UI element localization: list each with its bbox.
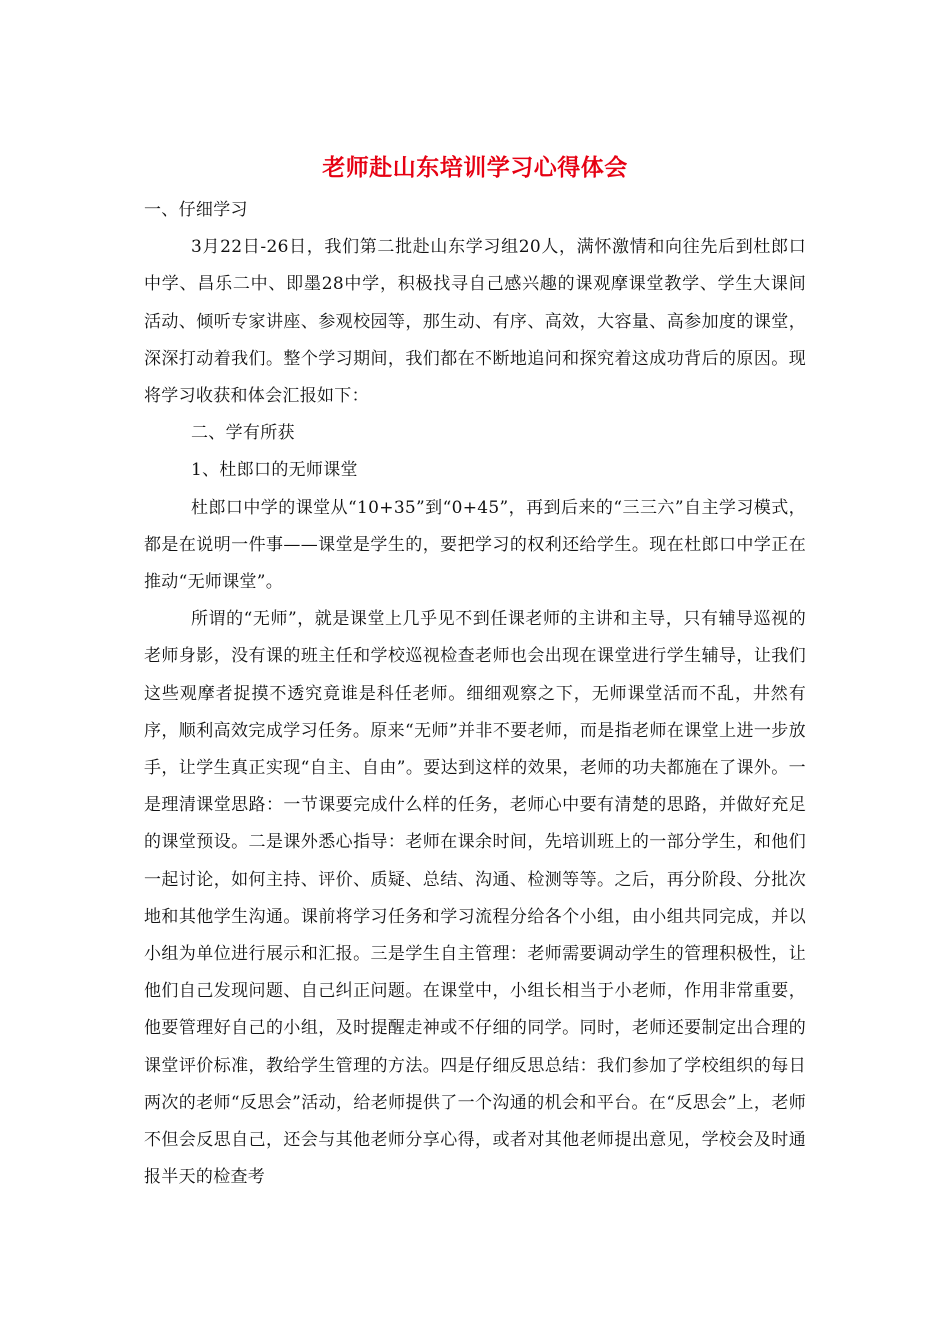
paragraph-no-teacher-class: 所谓的“无师”，就是课堂上几乎见不到任课老师的主讲和主导，只有辅导巡视的老师身影，没有课的班主任和学校巡视检查老师也会出现在课堂进行学生辅导，让我们这些观摩者捉摸不透究竟谁是科任老师。细细观察之下，无师课堂活而不乱，井然有序，顺利高效完成学习任务。原来“无师”并非不要老师，而是指老师在课堂上进一步放手，让学生真正实现“自主、自由”。要达到这样的效果，老师的功夫都施在了课外。一是理清课堂思路：一节课要完成什么样的任务，老师心中要有清楚的思路，并做好充足的课堂预设。二是课外悉心指导：老师在课余时间，先培训班上的一部分学生，和他们一起讨论，如何主持、评价、质疑、总结、沟通、检测等等。之后，再分阶段、分批次地和其他学生沟通。课前将学习任务和学习流程分给各个小组，由小组共同完成，并以小组为单位进行展示和汇报。三是学生自主管理：老师需要调动学生的管理积极性，让他们自己发现问题、自己纠正问题。在课堂中，小组长相当于小老师，作用非常重要，他要管理好自己的小组，及时提醒走神或不仔细的同学。同时，老师还要制定出合理的课堂评价标准，教给学生管理的方法。四是仔细反思总结：我们参加了学校组织的每日两次的老师“反思会”活动，给老师提供了一个沟通的机会和平台。在“反思会”上，老师不但会反思自己，还会与其他老师分享心得，或者对其他老师提出意见，学校会及时通报半天的检查考 xyxy=(144,609,806,1188)
document-body xyxy=(144,192,806,1196)
subsection-heading-1: 1、杜郎口的无师课堂 xyxy=(191,460,358,481)
paragraph-duolangkou: 杜郎口中学的课堂从“10+35”到“0+45”，再到后来的“三三六”自主学习模式，都是在说明一件事——课堂是学生的，要把学习的权利还给学生。现在杜郎口中学正在推动“无师课堂”。 xyxy=(144,497,806,593)
document-title: 老师赴山东培训学习心得体会 xyxy=(322,154,628,181)
section-heading-2: 二、学有所获 xyxy=(191,423,295,444)
section-heading-1: 一、仔细学习 xyxy=(144,200,248,220)
paragraph-intro: 3月22日-26日，我们第二批赴山东学习组20人，满怀激情和向往先后到杜郎口中学、昌乐二中、即墨28中学，积极找寻自己感兴趣的课观摩课堂教学、学生大课间活动、倾听专家讲座、参观校园等，那生动、有序、高效，大容量、高参加度的课堂，深深打动着我们。整个学习期间，我们都在不断地追问和探究着这成功背后的原因。现将学习收获和体会汇报如下： xyxy=(144,237,806,407)
